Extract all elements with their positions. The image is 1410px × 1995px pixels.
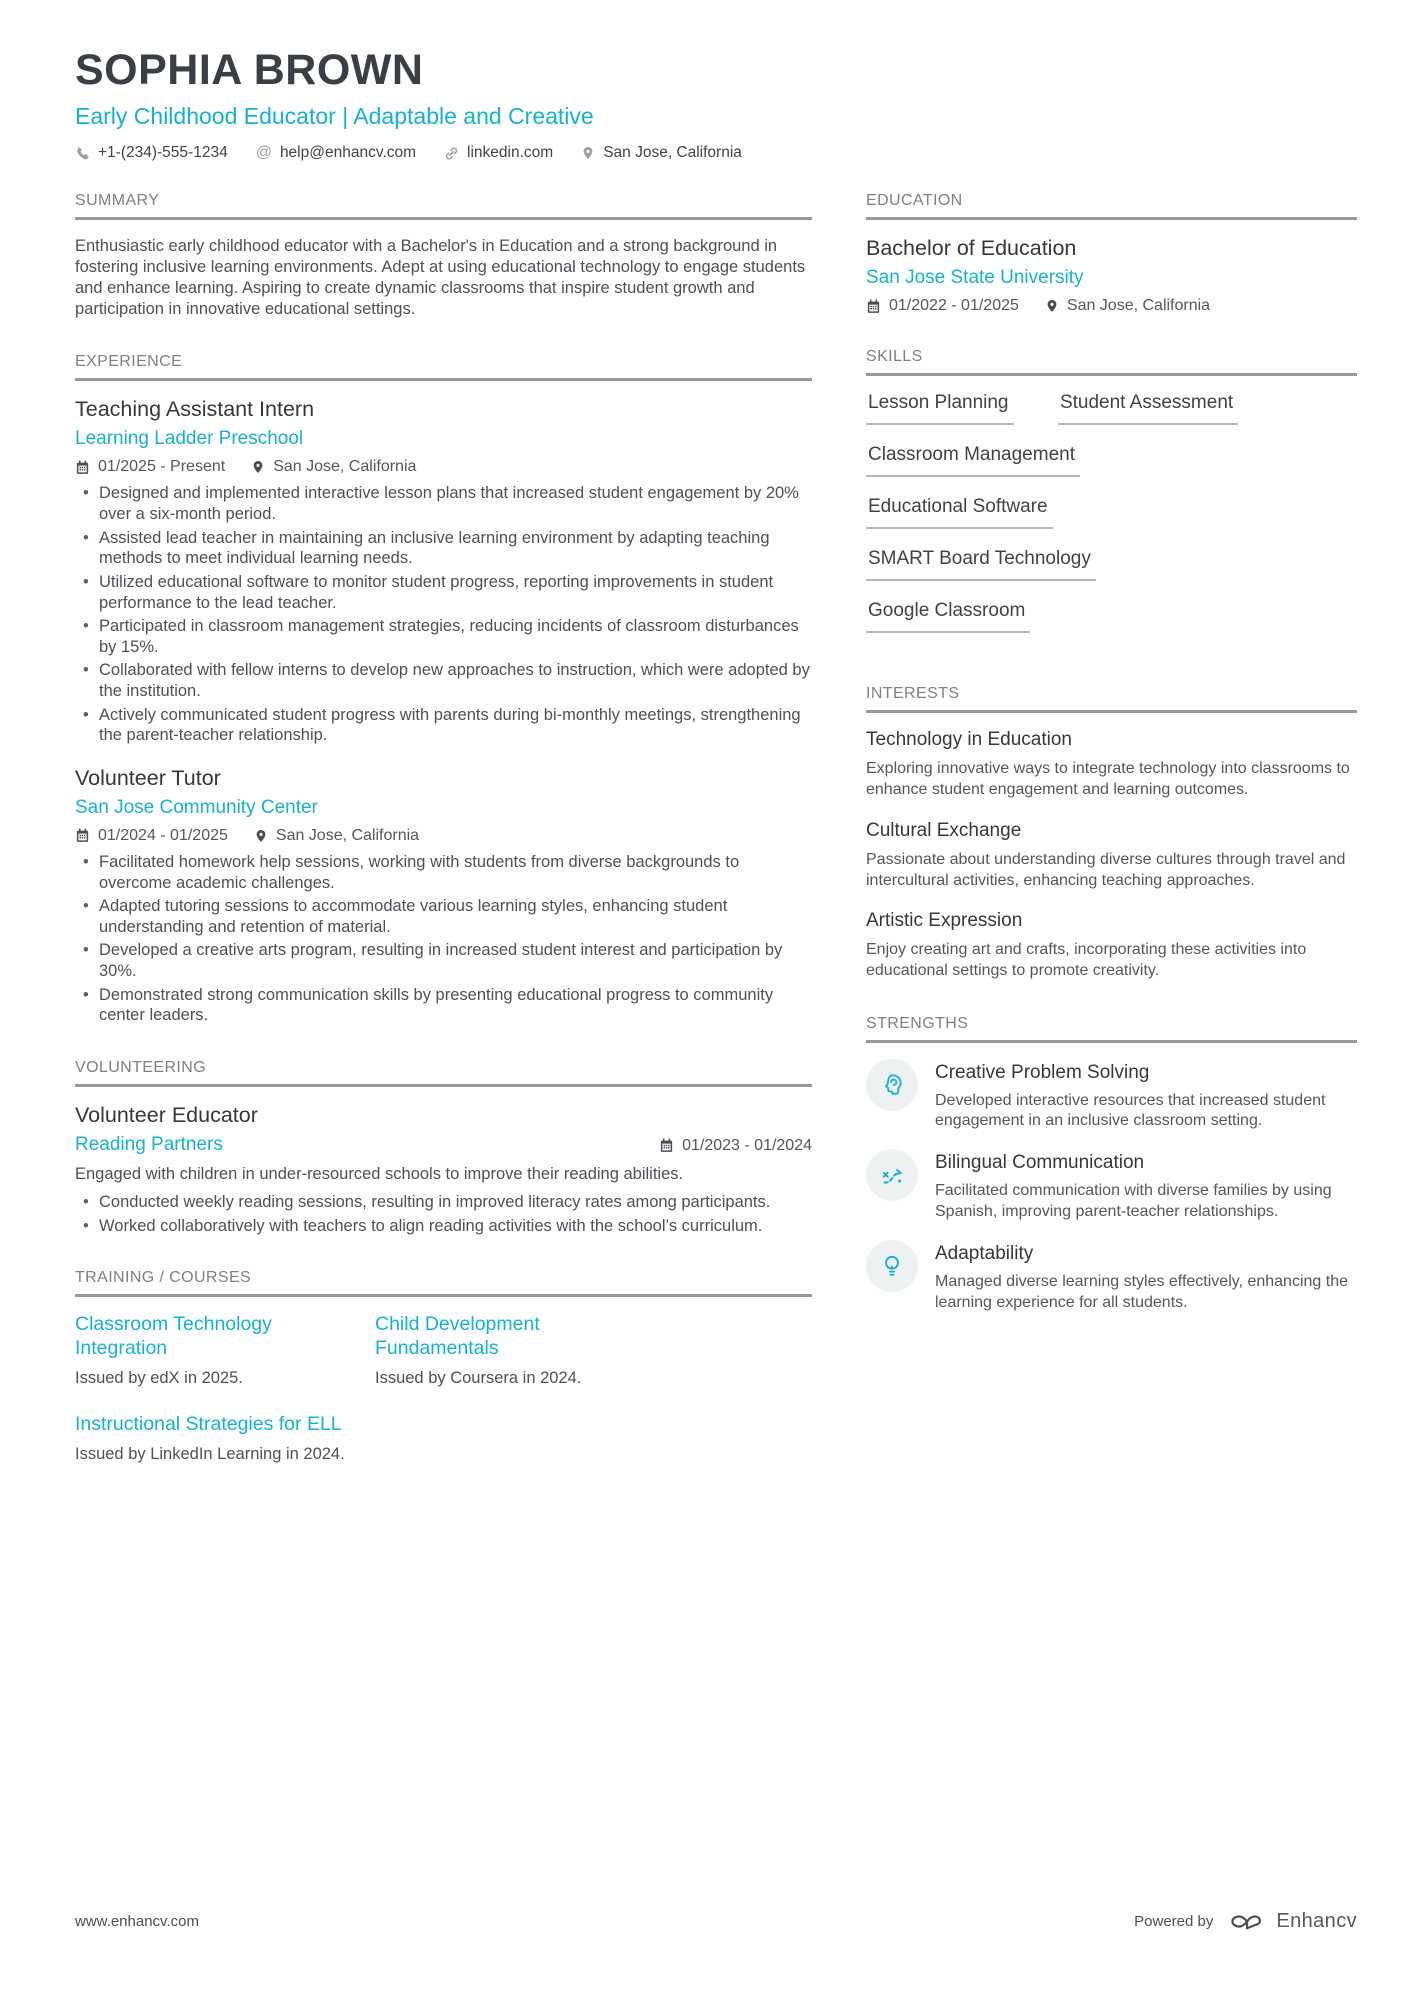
skill-tag: Student Assessment [1058,392,1238,425]
education-dates: 01/2022 - 01/2025 [866,297,1019,315]
job-company: Learning Ladder Preschool [75,428,304,450]
bullet-item: • Adapted tutoring sessions to accommodate various learning styles, enhancing student understanding and retention of material. [75,896,812,937]
left-column [75,192,812,1498]
contact-row [75,144,1357,162]
job-location: San Jose, California [251,458,416,476]
education-heading: EDUCATION [866,192,1357,220]
person-name: SOPHIA BROWN [75,46,424,94]
strength-title: Bilingual Communication [935,1152,1145,1174]
powered-by-label: Powered by [1134,1913,1214,1930]
contact-location [581,144,742,162]
right-column [866,192,1357,1498]
strength-content [935,1149,1357,1223]
contact-linkedin[interactable] [444,144,553,162]
footer-website-link[interactable]: www.enhancv.com [75,1913,199,1930]
bullet-item: • Designed and implemented interactive lesson plans that increased student engagement by 20% over a six-month period. [75,483,812,524]
footer [75,1910,1357,1933]
training-grid [75,1313,812,1465]
interest-description: Exploring innovative ways to integrate technology into classrooms to enhance student engagement and learning outcomes. [866,760,1350,799]
interest-title: Cultural Exchange [866,819,1022,841]
interest-description: Passionate about understanding diverse cultures through travel and intercultural activities, enhancing teaching approaches. [866,850,1346,889]
section-summary [75,192,812,320]
job-location: San Jose, California [254,827,419,845]
school-name: San Jose State University [866,267,1084,288]
phone-number: +1-(234)-555-1234 [98,144,228,161]
section-volunteering [75,1059,812,1236]
footer-branding [1134,1910,1357,1933]
job-company: San Jose Community Center [75,796,318,818]
job-title: Teaching Assistant Intern [75,397,315,422]
section-strengths [866,1015,1357,1314]
bullet-item: • Collaborated with fellow interns to develop new approaches to instruction, which were adopted by the institution. [75,660,812,701]
strength-description: Facilitated communication with diverse families by using Spanish, improving parent-teacher relationships. [935,1182,1332,1220]
degree-title: Bachelor of Education [866,236,1077,260]
volunteer-org: Reading Partners [75,1133,223,1155]
calendar-icon [659,1138,674,1153]
course-item [75,1313,357,1389]
job-title: Volunteer Tutor [75,765,221,790]
section-skills [866,348,1357,652]
contact-email[interactable] [256,144,416,162]
strength-content [935,1240,1357,1314]
skill-tag: Google Classroom [866,600,1030,633]
strength-item [866,1059,1357,1133]
strength-title: Creative Problem Solving [935,1061,1150,1083]
education-meta [866,297,1357,315]
at-icon [256,144,272,162]
job-dates: 01/2024 - 01/2025 [75,827,228,845]
calendar-icon [75,460,90,475]
lightbulb-icon [866,1240,918,1292]
interest-item [866,820,1357,892]
location-pin-icon [1045,299,1059,313]
experience-heading: EXPERIENCE [75,353,812,381]
person-headline: Early Childhood Educator | Adaptable and Creative [75,103,594,129]
volunteer-title: Volunteer Educator [75,1102,258,1127]
volunteer-dates: 01/2023 - 01/2024 [659,1137,812,1155]
strength-item [866,1240,1357,1314]
bullet-item: • Utilized educational software to monitor student progress, reporting improvements in student performance to the lead teacher. [75,572,812,613]
experience-entry [75,766,812,1026]
course-title: Child Development Fundamentals [375,1313,540,1360]
skills-list [866,392,1318,652]
skills-heading: SKILLS [866,348,1357,376]
strength-description: Managed diverse learning styles effectively, enhancing the learning experience for all students. [935,1272,1348,1311]
interest-title: Artistic Expression [866,910,1023,932]
volunteer-bullets [75,1192,812,1236]
enhancv-brand[interactable] [1226,1910,1357,1933]
job-bullets [75,483,812,746]
head-idea-icon [866,1059,918,1111]
summary-heading: SUMMARY [75,192,812,220]
bullet-item: • Conducted weekly reading sessions, resulting in improved literacy rates among participants. [75,1192,812,1213]
skill-tag: Educational Software [866,496,1053,529]
bullet-item: • Demonstrated strong communication skills by presenting educational progress to community center leaders. [75,985,812,1026]
contact-phone [75,144,228,162]
volunteering-entry [75,1103,812,1236]
experience-entry [75,397,812,746]
course-issued: Issued by Coursera in 2024. [375,1368,582,1387]
route-arrow-icon [866,1149,918,1201]
bullet-item: • Actively communicated student progress with parents during bi-monthly meetings, strengthening the parent-teacher relationship. [75,705,812,746]
section-experience [75,353,812,1026]
job-bullets [75,852,812,1026]
strength-title: Adaptability [935,1242,1034,1264]
bullet-item: • Participated in classroom management strategies, reducing incidents of classroom disturbances by 15%. [75,616,812,657]
course-title: Instructional Strategies for ELL [75,1412,342,1435]
interests-heading: INTERESTS [866,685,1357,713]
link-icon [444,146,459,161]
skill-tag: SMART Board Technology [866,548,1096,581]
course-item [375,1313,657,1389]
linkedin-url[interactable]: linkedin.com [467,144,554,161]
phone-icon [75,146,90,161]
job-meta [75,827,812,845]
course-issued: Issued by LinkedIn Learning in 2024. [75,1444,345,1463]
calendar-icon [75,828,90,843]
interest-title: Technology in Education [866,729,1072,750]
training-heading: TRAINING / COURSES [75,1269,812,1297]
skill-tag: Lesson Planning [866,392,1014,425]
education-location: San Jose, California [1045,297,1210,315]
location-pin-icon [251,460,265,474]
bullet-item: • Facilitated homework help sessions, working with students from diverse backgrounds to overcome academic challenges. [75,852,812,893]
course-issued: Issued by edX in 2025. [75,1368,243,1387]
email-address[interactable]: help@enhancv.com [279,144,417,161]
job-dates: 01/2025 - Present [75,458,225,476]
interest-item [866,910,1357,982]
volunteer-subhead [75,1128,812,1164]
calendar-icon [866,299,881,314]
enhancv-logo-icon [1226,1910,1268,1933]
strengths-heading: STRENGTHS [866,1015,1357,1043]
education-entry [866,236,1357,315]
volunteer-description: Engaged with children in under-resourced schools to improve their reading abilities. [75,1164,684,1183]
location-pin-icon [581,146,595,160]
bullet-item: • Developed a creative arts program, resulting in increased student interest and participation by 30%. [75,940,812,981]
course-title: Classroom Technology Integration [75,1313,272,1360]
bullet-item: • Assisted lead teacher in maintaining an inclusive learning environment by adapting teaching methods to meet individual learning needs. [75,528,812,569]
volunteering-heading: VOLUNTEERING [75,1059,812,1087]
summary-text: Enthusiastic early childhood educator with a Bachelor's in Education and a strong background in fostering inclusive learning environments. Adept at using educational technology to engage students and enhance learning. Aspiring to create dynamic classrooms that inspire student growth and participation in innovative educational settings. [75,237,806,319]
section-interests [866,685,1357,982]
bullet-item: • Worked collaboratively with teachers to align reading activities with the school’s curriculum. [75,1216,812,1237]
section-training [75,1269,812,1465]
header [75,46,1357,162]
location-pin-icon [254,829,268,843]
strength-content [935,1059,1357,1133]
interest-item [866,729,1357,801]
strength-description: Developed interactive resources that increased student engagement in an inclusive classroom setting. [935,1091,1326,1130]
course-item [75,1413,357,1465]
interest-description: Enjoy creating art and crafts, incorporating these activities into educational settings to promote creativity. [866,941,1307,980]
brand-name: Enhancv [1276,1910,1357,1932]
content-columns [75,192,1357,1498]
location-text: San Jose, California [603,144,742,161]
strength-item [866,1149,1357,1223]
skill-tag: Classroom Management [866,444,1080,477]
job-meta [75,458,812,476]
section-education [866,192,1357,315]
